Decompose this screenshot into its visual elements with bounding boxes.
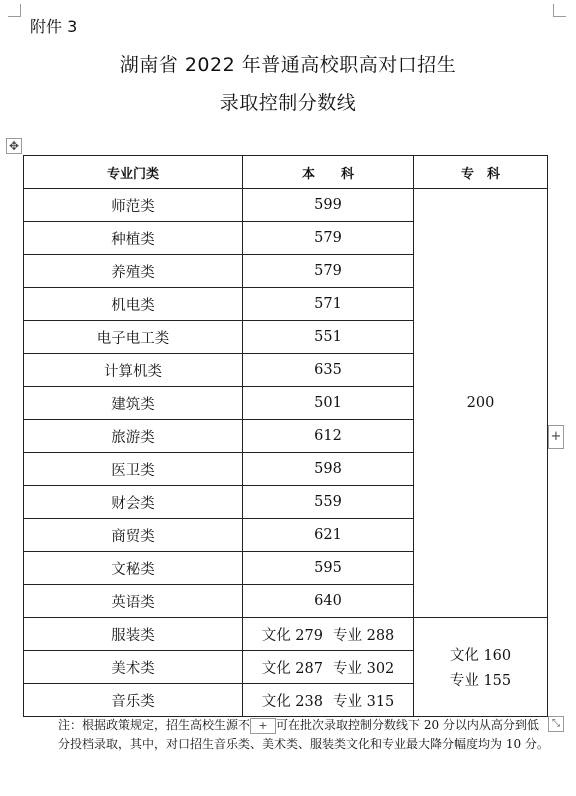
undergrad-score-cell: 595 bbox=[243, 552, 414, 585]
attachment-label: 附件 3 bbox=[30, 17, 78, 36]
undergrad-score-cell: 571 bbox=[243, 288, 414, 321]
undergrad-score-cell: 579 bbox=[243, 222, 414, 255]
score-table bbox=[23, 155, 548, 717]
document-subtitle: 录取控制分数线 bbox=[219, 92, 357, 114]
category-cell: 养殖类 bbox=[24, 255, 243, 288]
footnote-text-part1: 注：根据政策规定，招生高校生源不 bbox=[58, 718, 251, 732]
major-score: 专业 302 bbox=[333, 660, 395, 677]
table-move-handle[interactable] bbox=[6, 138, 22, 154]
move-icon: ✥ bbox=[8, 139, 20, 153]
plus-icon: + bbox=[258, 718, 268, 732]
category-cell: 财会类 bbox=[24, 486, 243, 519]
junior-culture-score: 文化 160 bbox=[449, 648, 512, 664]
undergrad-score-cell bbox=[243, 684, 414, 717]
score-pair bbox=[262, 657, 395, 678]
category-cell: 种植类 bbox=[24, 222, 243, 255]
add-row-button[interactable] bbox=[250, 718, 276, 734]
header-undergrad: 本 科 bbox=[243, 156, 414, 189]
score-pair bbox=[262, 624, 395, 645]
culture-score: 文化 238 bbox=[261, 693, 323, 710]
category-cell: 师范类 bbox=[24, 189, 243, 222]
table-row bbox=[24, 189, 548, 222]
category-cell: 商贸类 bbox=[24, 519, 243, 552]
undergrad-score-cell: 612 bbox=[243, 420, 414, 453]
table-resize-handle[interactable] bbox=[548, 716, 564, 732]
junior-score-cell: 200 bbox=[414, 189, 548, 618]
category-cell: 音乐类 bbox=[24, 684, 243, 717]
junior-score-cell bbox=[414, 618, 548, 717]
culture-score: 文化 279 bbox=[261, 627, 323, 644]
category-cell: 建筑类 bbox=[24, 387, 243, 420]
page-corner-mark-left bbox=[8, 4, 21, 17]
undergrad-score-cell bbox=[243, 618, 414, 651]
score-pair bbox=[262, 690, 395, 711]
junior-major-score: 专业 155 bbox=[449, 673, 512, 689]
undergrad-score-cell: 598 bbox=[243, 453, 414, 486]
category-cell: 机电类 bbox=[24, 288, 243, 321]
undergrad-score-cell: 579 bbox=[243, 255, 414, 288]
category-cell: 计算机类 bbox=[24, 354, 243, 387]
culture-score: 文化 287 bbox=[261, 660, 323, 677]
category-cell: 医卫类 bbox=[24, 453, 243, 486]
resize-icon: ⤡ bbox=[552, 718, 560, 729]
category-cell: 旅游类 bbox=[24, 420, 243, 453]
category-cell: 服装类 bbox=[24, 618, 243, 651]
undergrad-score-cell: 640 bbox=[243, 585, 414, 618]
category-cell: 美术类 bbox=[24, 651, 243, 684]
major-score: 专业 288 bbox=[333, 627, 395, 644]
page-corner-mark-right bbox=[553, 4, 566, 17]
undergrad-score-cell bbox=[243, 651, 414, 684]
undergrad-score-cell: 599 bbox=[243, 189, 414, 222]
undergrad-score-cell: 621 bbox=[243, 519, 414, 552]
undergrad-score-cell: 501 bbox=[243, 387, 414, 420]
add-column-button[interactable] bbox=[548, 425, 564, 449]
undergrad-score-cell: 635 bbox=[243, 354, 414, 387]
undergrad-score-cell: 559 bbox=[243, 486, 414, 519]
header-junior: 专 科 bbox=[414, 156, 548, 189]
major-score: 专业 315 bbox=[333, 693, 395, 710]
header-category: 专业门类 bbox=[24, 156, 243, 189]
undergrad-score-cell: 551 bbox=[243, 321, 414, 354]
category-cell: 文秘类 bbox=[24, 552, 243, 585]
table-row bbox=[24, 618, 548, 651]
footnote bbox=[30, 716, 550, 754]
category-cell: 英语类 bbox=[24, 585, 243, 618]
table-header-row bbox=[24, 156, 548, 189]
document-title: 湖南省 2022 年普通高校职高对口招生 bbox=[119, 54, 457, 76]
category-cell: 电子电工类 bbox=[24, 321, 243, 354]
plus-icon: + bbox=[550, 429, 562, 444]
footnote-text-part2: 可在批次录取控制分数线下 20 分以内从高分到低分投档录取，其中，对口招生音乐类、美术类、服装类文化和专业最大降分幅度均为 10 分。 bbox=[58, 718, 549, 751]
